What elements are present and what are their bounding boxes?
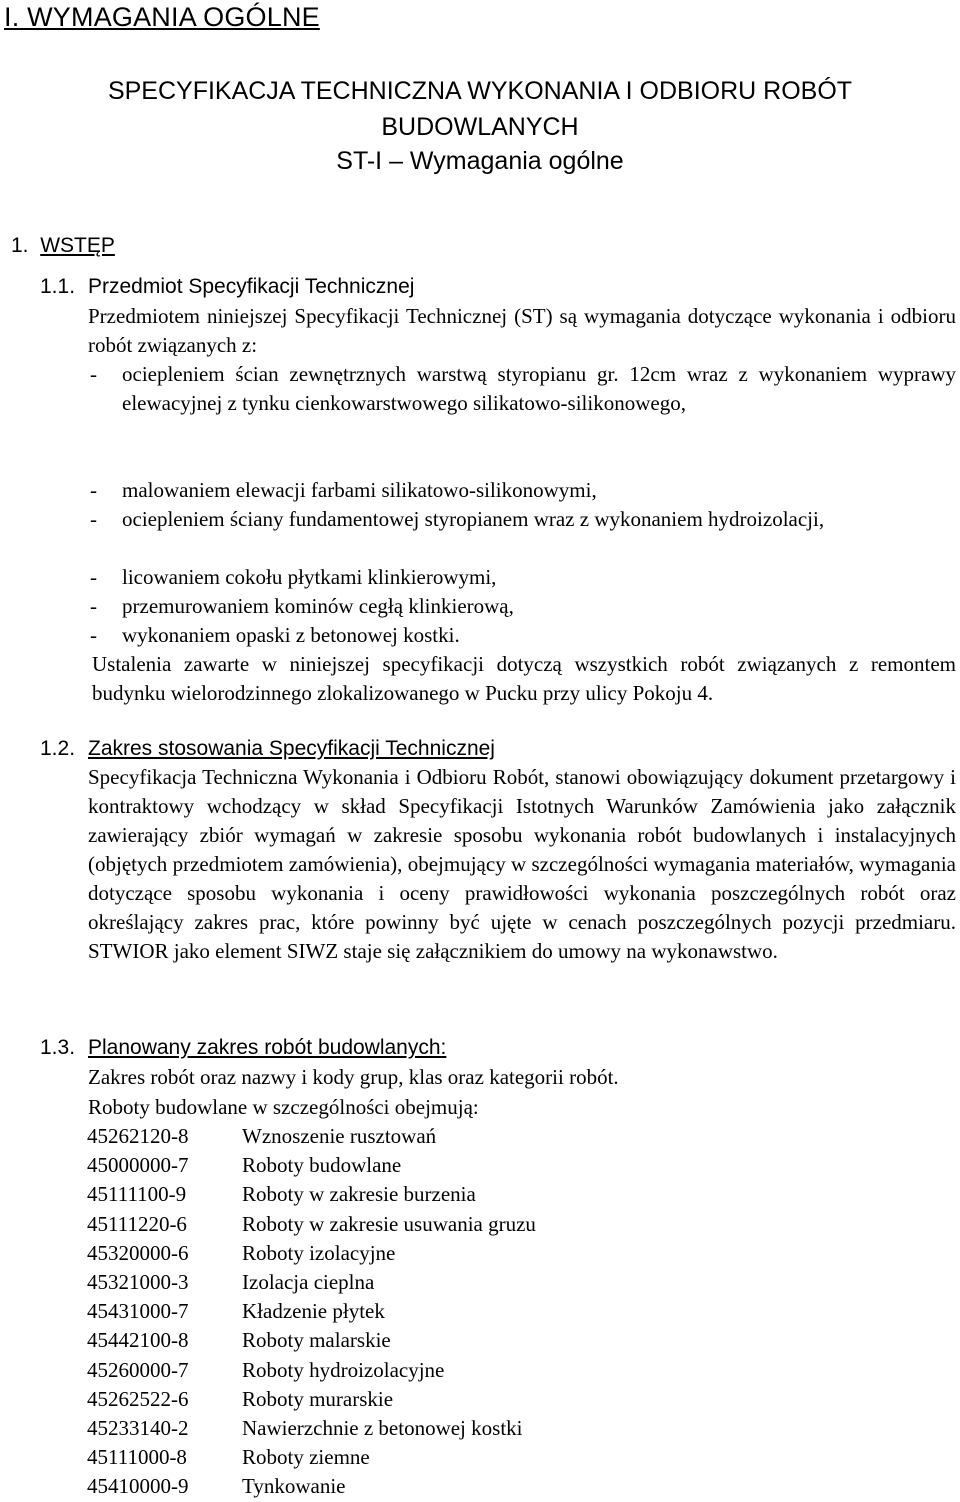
cpv-name: Roboty ziemne <box>242 1445 370 1470</box>
section-1-number: 1. <box>11 234 29 257</box>
list-item-2: malowaniem elewacji farbami silikatowo-silikonowymi, <box>122 478 597 502</box>
section-1-2-number: 1.2. <box>40 737 76 760</box>
code-row <box>87 1443 536 1472</box>
code-row <box>87 1297 536 1326</box>
code-row <box>87 1472 536 1501</box>
cpv-name: Nawierzchnie z betonowej kostki <box>242 1416 523 1441</box>
cpv-code: 45111000-8 <box>87 1445 187 1470</box>
bullet-dash: - <box>90 507 97 531</box>
bullet-dash: - <box>90 362 97 386</box>
code-row <box>87 1268 536 1297</box>
code-row <box>87 1385 536 1414</box>
cpv-code: 45233140-2 <box>87 1416 189 1441</box>
section-1-1-number: 1.1. <box>40 275 76 298</box>
cpv-code-list <box>87 1122 536 1502</box>
code-row <box>87 1326 536 1355</box>
cpv-code: 45262522-6 <box>87 1386 189 1411</box>
code-row <box>87 1122 536 1151</box>
section-1-1-title: Przedmiot Specyfikacji Technicznej <box>88 275 415 298</box>
code-row <box>87 1239 536 1268</box>
code-row <box>87 1180 536 1209</box>
cpv-code: 45320000-6 <box>87 1240 189 1265</box>
bullet-dash: - <box>90 594 97 618</box>
cpv-code: 45262120-8 <box>87 1124 189 1148</box>
section-1-label: WSTĘP <box>40 234 115 257</box>
code-row <box>87 1356 536 1385</box>
section-1-1-intro: Przedmiotem niniejszej Specyfikacji Technicznej (ST) są wymagania dotyczące wykonania i odbioru robót związanych z: <box>88 304 956 357</box>
cpv-code: 45111100-9 <box>87 1182 187 1207</box>
spec-title-line-1: SPECYFIKACJA TECHNICZNA WYKONANIA I ODBIORU ROBÓT <box>107 77 853 105</box>
bullet-dash: - <box>90 623 97 647</box>
list-item-4: licowaniem cokołu płytkami klinkierowymi, <box>122 565 497 589</box>
list-item-5: przemurowaniem kominów cegłą klinkierową, <box>122 594 514 618</box>
section-1-2-body: Specyfikacja Techniczna Wykonania i Odbioru Robót, stanowi obowiązujący dokument przetargowy i kontraktowy wchodzący w skład Specyfikacji Istotnych Warunków Zamówienia jako załącznik zawierający zbiór wymagań w zakresie sposobu wykonania robót budowlanych i instalacyjnych (objętych przedmiotem zamówienia), obejmujący w szczególności wymagania materiałów, wymagania dotyczące sposobu wykonania i oceny prawidłowości wykonania poszczególnych robót oraz określający zakres prac, które powinny być ujęte w cenach poszczególnych pozycji przedmiaru. STWIOR jako element SIWZ staje się załącznikiem do umowy na wykonawstwo. <box>88 765 956 963</box>
list-item-3: ociepleniem ściany fundamentowej styropianem wraz z wykonaniem hydroizolacji, <box>122 507 825 531</box>
cpv-code: 45431000-7 <box>87 1299 189 1324</box>
cpv-name: Roboty w zakresie burzenia <box>242 1182 476 1207</box>
cpv-name: Roboty izolacyjne <box>242 1240 396 1265</box>
cpv-name: Wznoszenie rusztowań <box>242 1124 437 1148</box>
cpv-code: 45260000-7 <box>87 1357 189 1382</box>
spec-title-line-2: BUDOWLANYCH <box>381 113 579 141</box>
cpv-name: Izolacja cieplna <box>242 1270 375 1295</box>
cpv-name: Roboty hydroizolacyjne <box>242 1357 445 1382</box>
section-1-2-heading <box>40 734 495 763</box>
cpv-name: Tynkowanie <box>242 1474 346 1499</box>
cpv-name: Kładzenie płytek <box>242 1299 385 1324</box>
section-1-1-heading <box>40 272 414 301</box>
section-1-1-closing: Ustalenia zawarte w niniejszej specyfikacji dotyczą wszystkich robót związanych z remontem budynku wielorodzinnego zlokalizowanego w Pucku przy ulicy Pokoju 4. <box>92 652 956 705</box>
cpv-code: 45442100-8 <box>87 1328 189 1353</box>
cpv-name: Roboty w zakresie usuwania gruzu <box>242 1211 536 1236</box>
cpv-code: 45000000-7 <box>87 1153 189 1178</box>
code-row <box>87 1210 536 1239</box>
code-row <box>87 1414 536 1443</box>
cpv-name: Roboty murarskie <box>242 1386 394 1411</box>
bullet-dash: - <box>90 478 97 502</box>
section-1-3-line-1: Zakres robót oraz nazwy i kody grup, klas oraz kategorii robót. <box>88 1065 619 1089</box>
cpv-code: 45111220-6 <box>87 1211 187 1236</box>
cpv-code: 45410000-9 <box>87 1474 189 1499</box>
section-1-3-number: 1.3. <box>40 1036 76 1059</box>
section-1-3-title: Planowany zakres robót budowlanych: <box>88 1036 447 1059</box>
cpv-name: Roboty malarskie <box>242 1328 391 1353</box>
section-1-3-line-2: Roboty budowlane w szczególności obejmują: <box>88 1095 479 1119</box>
list-item-1: ociepleniem ścian zewnętrznych warstwą styropianu gr. 12cm wraz z wykonaniem wyprawy elewacyjnej z tynku cienkowarstwowego silikatowo-silikonowego, <box>122 362 956 415</box>
document-heading: I. WYMAGANIA OGÓLNE <box>4 2 320 32</box>
code-row <box>87 1151 536 1180</box>
section-1-3-heading <box>40 1033 446 1062</box>
section-1-2-title: Zakres stosowania Specyfikacji Technicznej <box>88 737 495 760</box>
section-1-heading <box>11 234 115 258</box>
cpv-code: 45321000-3 <box>87 1270 189 1295</box>
list-item-6: wykonaniem opaski z betonowej kostki. <box>122 623 460 647</box>
spec-title-line-3: ST-I – Wymagania ogólne <box>336 147 624 175</box>
cpv-name: Roboty budowlane <box>242 1153 402 1178</box>
bullet-dash: - <box>90 565 97 589</box>
